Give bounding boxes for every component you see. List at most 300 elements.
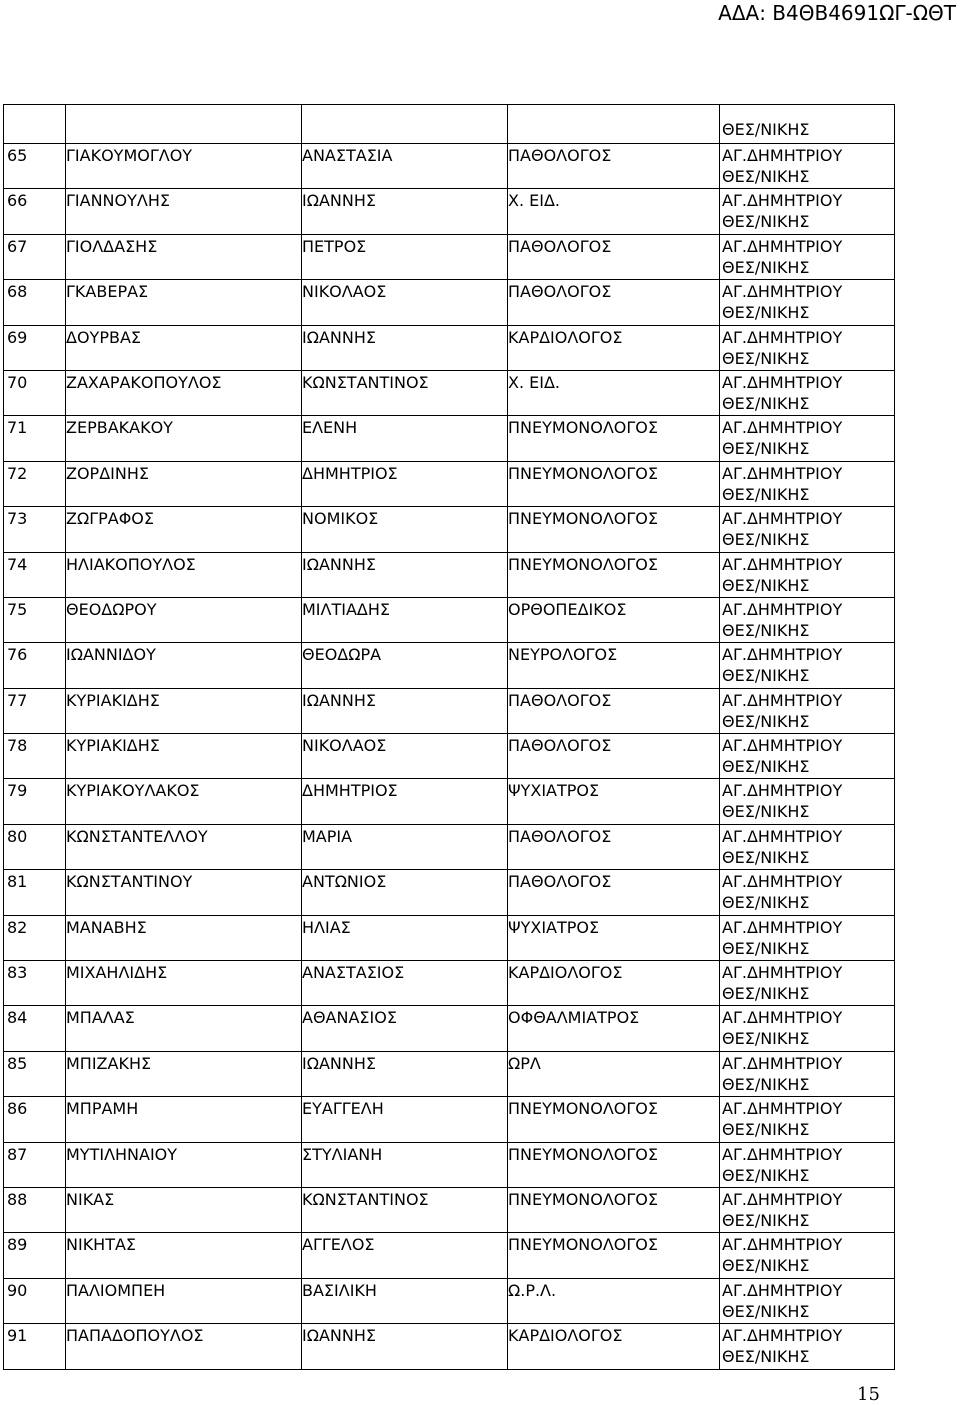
cell-row-number — [4, 234, 66, 279]
cell-hospital — [720, 1324, 895, 1369]
cell-surname — [66, 552, 302, 597]
cell-surname — [66, 915, 302, 960]
table-row — [4, 1097, 895, 1142]
first-name: ΠΕΤΡΟΣ — [302, 236, 367, 256]
table-row — [4, 461, 895, 506]
row-number: 66 — [7, 191, 28, 211]
cell-specialty — [508, 280, 720, 325]
surname: ΓΙΑΝΝΟΥΛΗΣ — [66, 191, 170, 211]
hospital-city: ΘΕΣ/ΝΙΚΗΣ — [722, 984, 810, 1004]
row-number: 78 — [7, 736, 28, 756]
cell-row-number — [4, 1006, 66, 1051]
cell-surname — [66, 1006, 302, 1051]
table-row — [4, 915, 895, 960]
hospital-city: ΘΕΣ/ΝΙΚΗΣ — [722, 1301, 810, 1321]
cell-row-number — [4, 461, 66, 506]
row-number: 65 — [7, 146, 28, 165]
cell-surname — [66, 325, 302, 370]
row-number: 80 — [7, 826, 28, 846]
hospital-name: ΑΓ.ΔΗΜΗΤΡΙΟΥ — [722, 282, 843, 302]
specialty: ΠΝΕΥΜΟΝΟΛΟΓΟΣ — [508, 1144, 658, 1164]
doctors-table — [3, 104, 895, 1370]
first-name: ΗΛΙΑΣ — [302, 917, 351, 937]
cell-row-number — [4, 961, 66, 1006]
cell-first-name — [302, 915, 508, 960]
cell-first-name — [302, 824, 508, 869]
cell-hospital — [720, 1006, 895, 1051]
cell-first-name — [302, 597, 508, 642]
cell-row-number — [4, 734, 66, 779]
hospital-city: ΘΕΣ/ΝΙΚΗΣ — [722, 1347, 810, 1367]
row-number: 68 — [7, 282, 28, 302]
hospital-city: ΘΕΣ/ΝΙΚΗΣ — [722, 439, 810, 459]
cell-surname — [66, 1187, 302, 1232]
cell-surname — [66, 1051, 302, 1096]
cell-first-name — [302, 189, 508, 234]
row-number: 90 — [7, 1280, 28, 1300]
cell-hospital — [720, 189, 895, 234]
hospital-city: ΘΕΣ/ΝΙΚΗΣ — [722, 1120, 810, 1140]
hospital-name: ΑΓ.ΔΗΜΗΤΡΙΟΥ — [722, 645, 843, 665]
page-number: 15 — [857, 1384, 880, 1405]
cell-first-name — [302, 643, 508, 688]
cell-hospital — [720, 552, 895, 597]
first-name: ΙΩΑΝΝΗΣ — [302, 191, 376, 211]
first-name: ΝΙΚΟΛΑΟΣ — [302, 282, 387, 302]
cell-surname — [66, 507, 302, 552]
specialty: ΠΑΘΟΛΟΓΟΣ — [508, 282, 612, 302]
cell-hospital — [720, 824, 895, 869]
hospital-name: ΑΓ.ΔΗΜΗΤΡΙΟΥ — [722, 146, 843, 165]
cell-specialty — [508, 688, 720, 733]
first-name: ΙΩΑΝΝΗΣ — [302, 327, 376, 347]
hospital-name: ΑΓ.ΔΗΜΗΤΡΙΟΥ — [722, 690, 843, 710]
table-row — [4, 597, 895, 642]
hospital-name: ΑΓ.ΔΗΜΗΤΡΙΟΥ — [722, 463, 843, 483]
cell-first-name — [302, 370, 508, 415]
specialty: ΟΡΘΟΠΕΔΙΚΟΣ — [508, 599, 627, 619]
table-row — [4, 643, 895, 688]
hospital-name: ΑΓ.ΔΗΜΗΤΡΙΟΥ — [722, 1326, 843, 1346]
row-number: 74 — [7, 554, 28, 574]
doctors-table-body — [4, 105, 895, 1370]
first-name: ΚΩΝΣΤΑΝΤΙΝΟΣ — [302, 1189, 429, 1209]
table-row — [4, 144, 895, 189]
cell-hospital — [720, 597, 895, 642]
row-number: 67 — [7, 236, 28, 256]
cell-row-number — [4, 915, 66, 960]
cell-row-number — [4, 1278, 66, 1323]
hospital-city: ΘΕΣ/ΝΙΚΗΣ — [722, 212, 810, 232]
table-row — [4, 234, 895, 279]
surname: ΠΑΠΑΔΟΠΟΥΛΟΣ — [66, 1326, 204, 1346]
first-name: ΑΓΓΕΛΟΣ — [302, 1235, 375, 1255]
hospital-city: ΘΕΣ/ΝΙΚΗΣ — [722, 393, 810, 413]
cell-first-name — [302, 734, 508, 779]
hospital-city: ΘΕΣ/ΝΙΚΗΣ — [722, 847, 810, 867]
cell-first-name — [302, 144, 508, 189]
hospital-name: ΑΓ.ΔΗΜΗΤΡΙΟΥ — [722, 1144, 843, 1164]
cell-surname — [66, 1278, 302, 1323]
cell-specialty — [508, 1051, 720, 1096]
surname: ΓΙΟΛΔΑΣΗΣ — [66, 236, 158, 256]
cell-surname — [66, 280, 302, 325]
hospital-city: ΘΕΣ/ΝΙΚΗΣ — [722, 348, 810, 368]
specialty: ΠΑΘΟΛΟΓΟΣ — [508, 690, 612, 710]
cell-first-name — [302, 1187, 508, 1232]
surname: ΖΟΡΔΙΝΗΣ — [66, 463, 149, 483]
cell-row-number — [4, 870, 66, 915]
specialty: ΠΝΕΥΜΟΝΟΛΟΓΟΣ — [508, 1235, 658, 1255]
row-number: 79 — [7, 781, 28, 801]
hospital-city: ΘΕΣ/ΝΙΚΗΣ — [722, 711, 810, 731]
cell-surname — [66, 234, 302, 279]
cell-hospital — [720, 370, 895, 415]
first-name: ΔΗΜΗΤΡΙΟΣ — [302, 781, 398, 801]
first-name: ΙΩΑΝΝΗΣ — [302, 554, 376, 574]
surname: ΜΠΑΛΑΣ — [66, 1008, 135, 1028]
hospital-name: ΑΓ.ΔΗΜΗΤΡΙΟΥ — [722, 509, 843, 529]
cell-hospital — [720, 507, 895, 552]
table-row — [4, 1187, 895, 1232]
cell-surname — [66, 779, 302, 824]
row-number: 70 — [7, 372, 28, 392]
hospital-name: ΑΓ.ΔΗΜΗΤΡΙΟΥ — [722, 554, 843, 574]
specialty: Χ. ΕΙΔ. — [508, 372, 560, 392]
first-name: ΒΑΣΙΛΙΚΗ — [302, 1280, 377, 1300]
cell-empty — [4, 105, 66, 144]
cell-row-number — [4, 824, 66, 869]
cell-hospital — [720, 1142, 895, 1187]
surname: ΚΩΝΣΤΑΝΤΙΝΟΥ — [66, 872, 193, 892]
first-name: ΚΩΝΣΤΑΝΤΙΝΟΣ — [302, 372, 429, 392]
cell-hospital — [720, 643, 895, 688]
surname: ΚΥΡΙΑΚΙΔΗΣ — [66, 736, 160, 756]
cell-row-number — [4, 370, 66, 415]
table-row — [4, 189, 895, 234]
first-name: ΜΑΡΙΑ — [302, 826, 353, 846]
cell-hospital — [720, 144, 895, 189]
cell-row-number — [4, 597, 66, 642]
cell-hospital — [720, 870, 895, 915]
cell-specialty — [508, 824, 720, 869]
hospital-name: ΑΓ.ΔΗΜΗΤΡΙΟΥ — [722, 963, 843, 983]
table-row — [4, 416, 895, 461]
row-number: 91 — [7, 1326, 28, 1346]
cell-specialty — [508, 507, 720, 552]
cell-surname — [66, 144, 302, 189]
surname: ΜΑΝΑΒΗΣ — [66, 917, 147, 937]
hospital-city: ΘΕΣ/ΝΙΚΗΣ — [722, 938, 810, 958]
row-number: 71 — [7, 418, 28, 438]
first-name: ΝΟΜΙΚΟΣ — [302, 509, 379, 529]
cell-first-name — [302, 870, 508, 915]
specialty: ΠΑΘΟΛΟΓΟΣ — [508, 826, 612, 846]
table-row — [4, 1233, 895, 1278]
cell-specialty — [508, 1324, 720, 1369]
cell-surname — [66, 461, 302, 506]
table-row — [4, 552, 895, 597]
specialty: ΠΑΘΟΛΟΓΟΣ — [508, 872, 612, 892]
row-number: 88 — [7, 1189, 28, 1209]
hospital-name: ΑΓ.ΔΗΜΗΤΡΙΟΥ — [722, 236, 843, 256]
table-row — [4, 734, 895, 779]
row-number: 85 — [7, 1053, 28, 1073]
cell-specialty — [508, 779, 720, 824]
cell-specialty — [508, 1097, 720, 1142]
first-name: ΙΩΑΝΝΗΣ — [302, 1326, 376, 1346]
hospital-name: ΑΓ.ΔΗΜΗΤΡΙΟΥ — [722, 372, 843, 392]
cell-first-name — [302, 552, 508, 597]
table-row — [4, 688, 895, 733]
specialty: ΠΑΘΟΛΟΓΟΣ — [508, 146, 612, 165]
hospital-city: ΘΕΣ/ΝΙΚΗΣ — [722, 484, 810, 504]
hospital-city: ΘΕΣ/ΝΙΚΗΣ — [722, 530, 810, 550]
hospital-city: ΘΕΣ/ΝΙΚΗΣ — [722, 1165, 810, 1185]
specialty: ΩΡΛ — [508, 1053, 541, 1073]
hospital-name: ΑΓ.ΔΗΜΗΤΡΙΟΥ — [722, 1008, 843, 1028]
cell-first-name — [302, 461, 508, 506]
specialty: ΚΑΡΔΙΟΛΟΓΟΣ — [508, 963, 623, 983]
specialty: ΠΝΕΥΜΟΝΟΛΟΓΟΣ — [508, 1189, 658, 1209]
cell-surname — [66, 1097, 302, 1142]
cell-hospital — [720, 461, 895, 506]
specialty: ΠΝΕΥΜΟΝΟΛΟΓΟΣ — [508, 463, 658, 483]
hospital-name: ΑΓ.ΔΗΜΗΤΡΙΟΥ — [722, 781, 843, 801]
cell-first-name — [302, 1006, 508, 1051]
specialty: ΠΝΕΥΜΟΝΟΛΟΓΟΣ — [508, 509, 658, 529]
specialty: ΠΑΘΟΛΟΓΟΣ — [508, 736, 612, 756]
cell-row-number — [4, 1051, 66, 1096]
cell-row-number — [4, 325, 66, 370]
specialty: ΝΕΥΡΟΛΟΓΟΣ — [508, 645, 618, 665]
specialty: Χ. ΕΙΔ. — [508, 191, 560, 211]
cell-row-number — [4, 280, 66, 325]
table-row — [4, 507, 895, 552]
row-number: 83 — [7, 963, 28, 983]
hospital-city: ΘΕΣ/ΝΙΚΗΣ — [722, 1256, 810, 1276]
cell-specialty — [508, 461, 720, 506]
cell-first-name — [302, 1051, 508, 1096]
cell-specialty — [508, 961, 720, 1006]
specialty: ΠΝΕΥΜΟΝΟΛΟΓΟΣ — [508, 1099, 658, 1119]
hospital-name: ΑΓ.ΔΗΜΗΤΡΙΟΥ — [722, 599, 843, 619]
table-row — [4, 1006, 895, 1051]
hospital-name: ΑΓ.ΔΗΜΗΤΡΙΟΥ — [722, 327, 843, 347]
cell-specialty — [508, 325, 720, 370]
table-row — [4, 870, 895, 915]
first-name: ΕΥΑΓΓΕΛΗ — [302, 1099, 384, 1119]
hospital-name: ΑΓ.ΔΗΜΗΤΡΙΟΥ — [722, 917, 843, 937]
surname: ΚΥΡΙΑΚΙΔΗΣ — [66, 690, 160, 710]
cell-surname — [66, 734, 302, 779]
hospital-name: ΑΓ.ΔΗΜΗΤΡΙΟΥ — [722, 1280, 843, 1300]
surname: ΖΕΡΒΑΚΑΚΟΥ — [66, 418, 173, 438]
surname: ΔΟΥΡΒΑΣ — [66, 327, 141, 347]
hospital-city: ΘΕΣ/ΝΙΚΗΣ — [722, 620, 810, 640]
hospital-city: ΘΕΣ/ΝΙΚΗΣ — [722, 120, 810, 139]
table-row — [4, 779, 895, 824]
cell-row-number — [4, 416, 66, 461]
row-number: 81 — [7, 872, 28, 892]
row-number: 73 — [7, 509, 28, 529]
surname: ΘΕΟΔΩΡΟΥ — [66, 599, 157, 619]
cell-specialty — [508, 915, 720, 960]
table-row — [4, 1278, 895, 1323]
first-name: ΝΙΚΟΛΑΟΣ — [302, 736, 387, 756]
cell-row-number — [4, 688, 66, 733]
first-name: ΣΤΥΛΙΑΝΗ — [302, 1144, 383, 1164]
hospital-city: ΘΕΣ/ΝΙΚΗΣ — [722, 167, 810, 186]
hospital-city: ΘΕΣ/ΝΙΚΗΣ — [722, 303, 810, 323]
cell-first-name — [302, 779, 508, 824]
row-number: 87 — [7, 1144, 28, 1164]
cell-row-number — [4, 1233, 66, 1278]
hospital-name: ΑΓ.ΔΗΜΗΤΡΙΟΥ — [722, 1099, 843, 1119]
table-row — [4, 1324, 895, 1369]
cell-specialty — [508, 144, 720, 189]
cell-empty — [508, 105, 720, 144]
first-name: ΜΙΛΤΙΑΔΗΣ — [302, 599, 390, 619]
surname: ΜΙΧΑΗΛΙΔΗΣ — [66, 963, 168, 983]
cell-first-name — [302, 961, 508, 1006]
cell-hospital — [720, 325, 895, 370]
cell-specialty — [508, 234, 720, 279]
first-name: ΕΛΕΝΗ — [302, 418, 358, 438]
cell-hospital — [720, 734, 895, 779]
cell-hospital — [720, 105, 895, 144]
cell-specialty — [508, 597, 720, 642]
ada-code: ΑΔΑ: Β4ΘΒ4691ΩΓ-ΩΘΤ — [718, 1, 956, 25]
surname: ΜΥΤΙΛΗΝΑΙΟΥ — [66, 1144, 178, 1164]
row-number: 86 — [7, 1099, 28, 1119]
hospital-city: ΘΕΣ/ΝΙΚΗΣ — [722, 1029, 810, 1049]
cell-row-number — [4, 779, 66, 824]
first-name: ΙΩΑΝΝΗΣ — [302, 1053, 376, 1073]
table-row — [4, 280, 895, 325]
cell-hospital — [720, 1278, 895, 1323]
cell-first-name — [302, 1097, 508, 1142]
cell-specialty — [508, 1006, 720, 1051]
cell-surname — [66, 688, 302, 733]
cell-hospital — [720, 234, 895, 279]
surname: ΝΙΚΗΤΑΣ — [66, 1235, 137, 1255]
cell-specialty — [508, 643, 720, 688]
row-number: 77 — [7, 690, 28, 710]
cell-hospital — [720, 1233, 895, 1278]
cell-specialty — [508, 552, 720, 597]
row-number: 75 — [7, 599, 28, 619]
hospital-name: ΑΓ.ΔΗΜΗΤΡΙΟΥ — [722, 1235, 843, 1255]
table-row — [4, 370, 895, 415]
cell-specialty — [508, 189, 720, 234]
first-name: ΑΘΑΝΑΣΙΟΣ — [302, 1008, 397, 1028]
surname: ΜΠΙΖΑΚΗΣ — [66, 1053, 152, 1073]
cell-first-name — [302, 1324, 508, 1369]
table-row — [4, 824, 895, 869]
cell-first-name — [302, 507, 508, 552]
first-name: ΙΩΑΝΝΗΣ — [302, 690, 376, 710]
cell-hospital — [720, 280, 895, 325]
table-row — [4, 1142, 895, 1187]
cell-surname — [66, 1233, 302, 1278]
cell-hospital — [720, 1097, 895, 1142]
cell-specialty — [508, 1142, 720, 1187]
cell-hospital — [720, 915, 895, 960]
row-number: 69 — [7, 327, 28, 347]
continuation-row — [4, 105, 895, 144]
cell-first-name — [302, 234, 508, 279]
surname: ΓΚΑΒΕΡΑΣ — [66, 282, 149, 302]
hospital-name: ΑΓ.ΔΗΜΗΤΡΙΟΥ — [722, 1053, 843, 1073]
specialty: ΠΑΘΟΛΟΓΟΣ — [508, 236, 612, 256]
cell-specialty — [508, 416, 720, 461]
cell-hospital — [720, 961, 895, 1006]
cell-row-number — [4, 1142, 66, 1187]
cell-hospital — [720, 416, 895, 461]
specialty: ΠΝΕΥΜΟΝΟΛΟΓΟΣ — [508, 418, 658, 438]
cell-surname — [66, 961, 302, 1006]
cell-specialty — [508, 1233, 720, 1278]
cell-row-number — [4, 643, 66, 688]
cell-first-name — [302, 325, 508, 370]
cell-hospital — [720, 1051, 895, 1096]
cell-specialty — [508, 734, 720, 779]
cell-row-number — [4, 507, 66, 552]
cell-surname — [66, 370, 302, 415]
hospital-city: ΘΕΣ/ΝΙΚΗΣ — [722, 1074, 810, 1094]
cell-specialty — [508, 1187, 720, 1232]
cell-surname — [66, 597, 302, 642]
hospital-city: ΘΕΣ/ΝΙΚΗΣ — [722, 893, 810, 913]
table-row — [4, 1051, 895, 1096]
hospital-name: ΑΓ.ΔΗΜΗΤΡΙΟΥ — [722, 418, 843, 438]
cell-surname — [66, 870, 302, 915]
cell-row-number — [4, 189, 66, 234]
surname: ΚΩΝΣΤΑΝΤΕΛΛΟΥ — [66, 826, 208, 846]
surname: ΚΥΡΙΑΚΟΥΛΑΚΟΣ — [66, 781, 200, 801]
cell-specialty — [508, 1278, 720, 1323]
cell-surname — [66, 643, 302, 688]
hospital-name: ΑΓ.ΔΗΜΗΤΡΙΟΥ — [722, 872, 843, 892]
hospital-name: ΑΓ.ΔΗΜΗΤΡΙΟΥ — [722, 736, 843, 756]
row-number: 76 — [7, 645, 28, 665]
cell-row-number — [4, 552, 66, 597]
hospital-city: ΘΕΣ/ΝΙΚΗΣ — [722, 1210, 810, 1230]
cell-first-name — [302, 1142, 508, 1187]
cell-surname — [66, 1324, 302, 1369]
first-name: ΔΗΜΗΤΡΙΟΣ — [302, 463, 398, 483]
surname: ΙΩΑΝΝΙΔΟΥ — [66, 645, 156, 665]
cell-empty — [66, 105, 302, 144]
specialty: ΚΑΡΔΙΟΛΟΓΟΣ — [508, 327, 623, 347]
cell-hospital — [720, 779, 895, 824]
cell-first-name — [302, 688, 508, 733]
row-number: 84 — [7, 1008, 28, 1028]
specialty: ΠΝΕΥΜΟΝΟΛΟΓΟΣ — [508, 554, 658, 574]
table-row — [4, 325, 895, 370]
hospital-city: ΘΕΣ/ΝΙΚΗΣ — [722, 575, 810, 595]
first-name: ΑΝΑΣΤΑΣΙΟΣ — [302, 963, 405, 983]
cell-first-name — [302, 1278, 508, 1323]
row-number: 82 — [7, 917, 28, 937]
first-name: ΑΝΤΩΝΙΟΣ — [302, 872, 387, 892]
cell-specialty — [508, 870, 720, 915]
cell-row-number — [4, 1324, 66, 1369]
surname: ΜΠΡΑΜΗ — [66, 1099, 139, 1119]
cell-surname — [66, 189, 302, 234]
first-name: ΘΕΟΔΩΡΑ — [302, 645, 382, 665]
